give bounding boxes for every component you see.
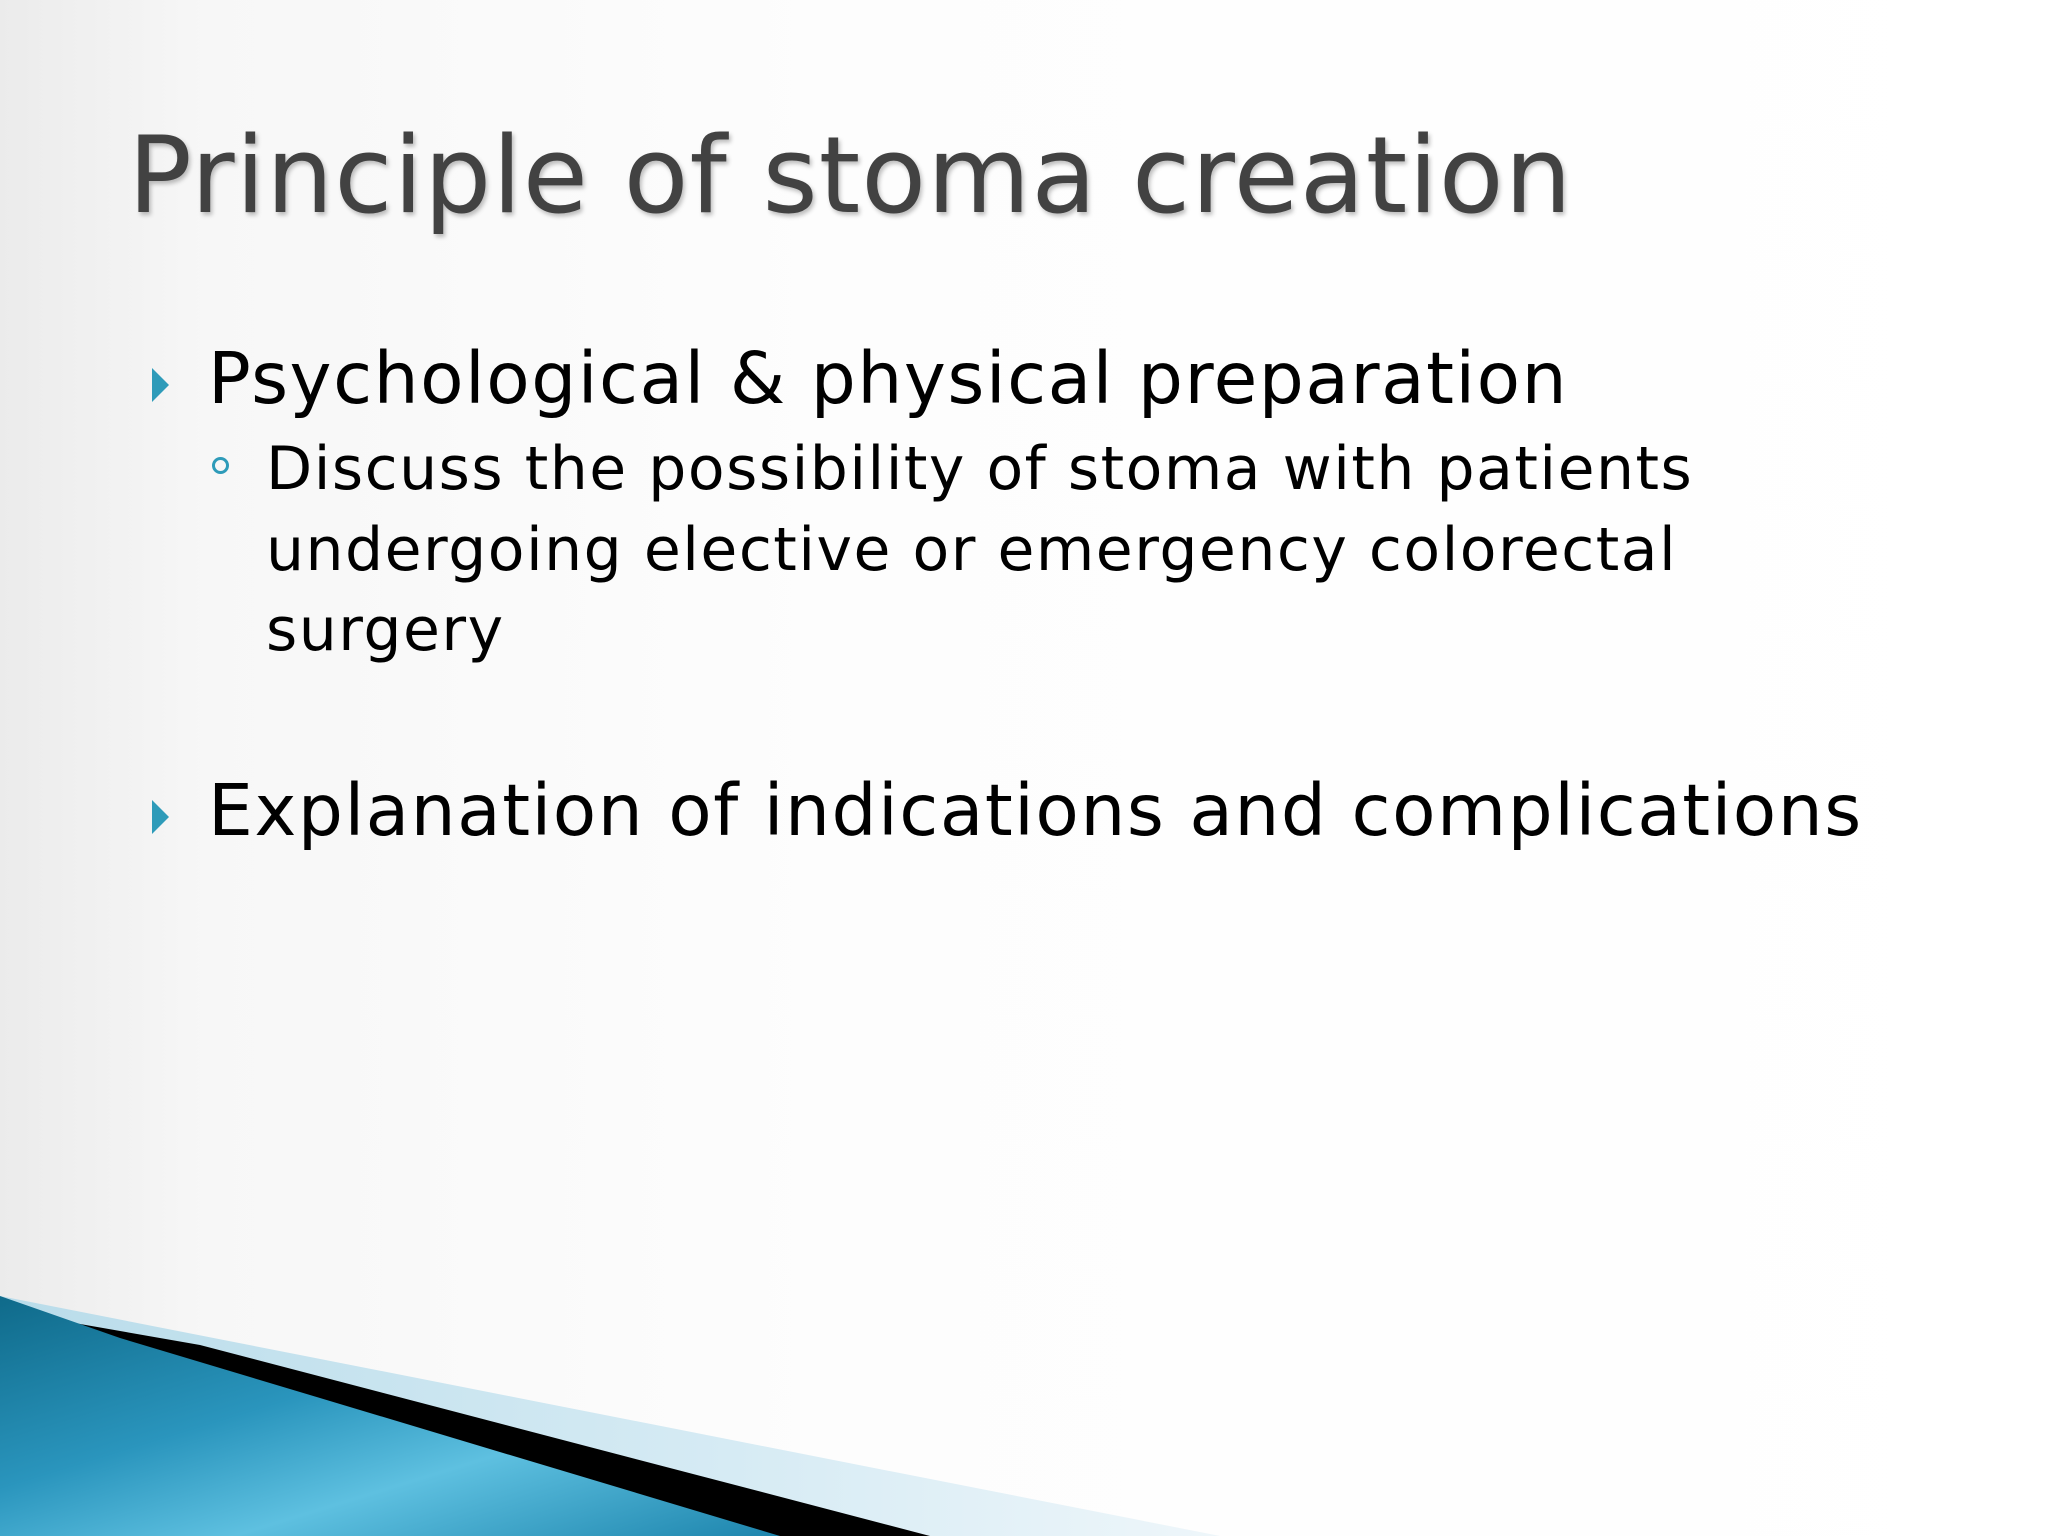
circle-bullet-icon: [212, 457, 229, 474]
sub-bullet-item-discuss: [208, 429, 1786, 670]
sub-bullet-text: Discuss the possibility of stoma with patients undergoing elective or emergency colorectal surgery: [266, 434, 1694, 665]
triangle-bullet-icon: [152, 800, 169, 834]
spacer: [140, 670, 1940, 768]
bullet-text: Explanation of indications and complications: [208, 769, 1863, 853]
triangle-bullet-icon: [152, 368, 169, 402]
bullet-item-explanation: [140, 768, 1940, 853]
bullet-item-preparation: [140, 336, 1940, 421]
slide-title: Principle of stoma creation: [128, 114, 1573, 237]
bullet-text: Psychological & physical preparation: [208, 337, 1569, 420]
bullet-list: [140, 336, 1940, 854]
